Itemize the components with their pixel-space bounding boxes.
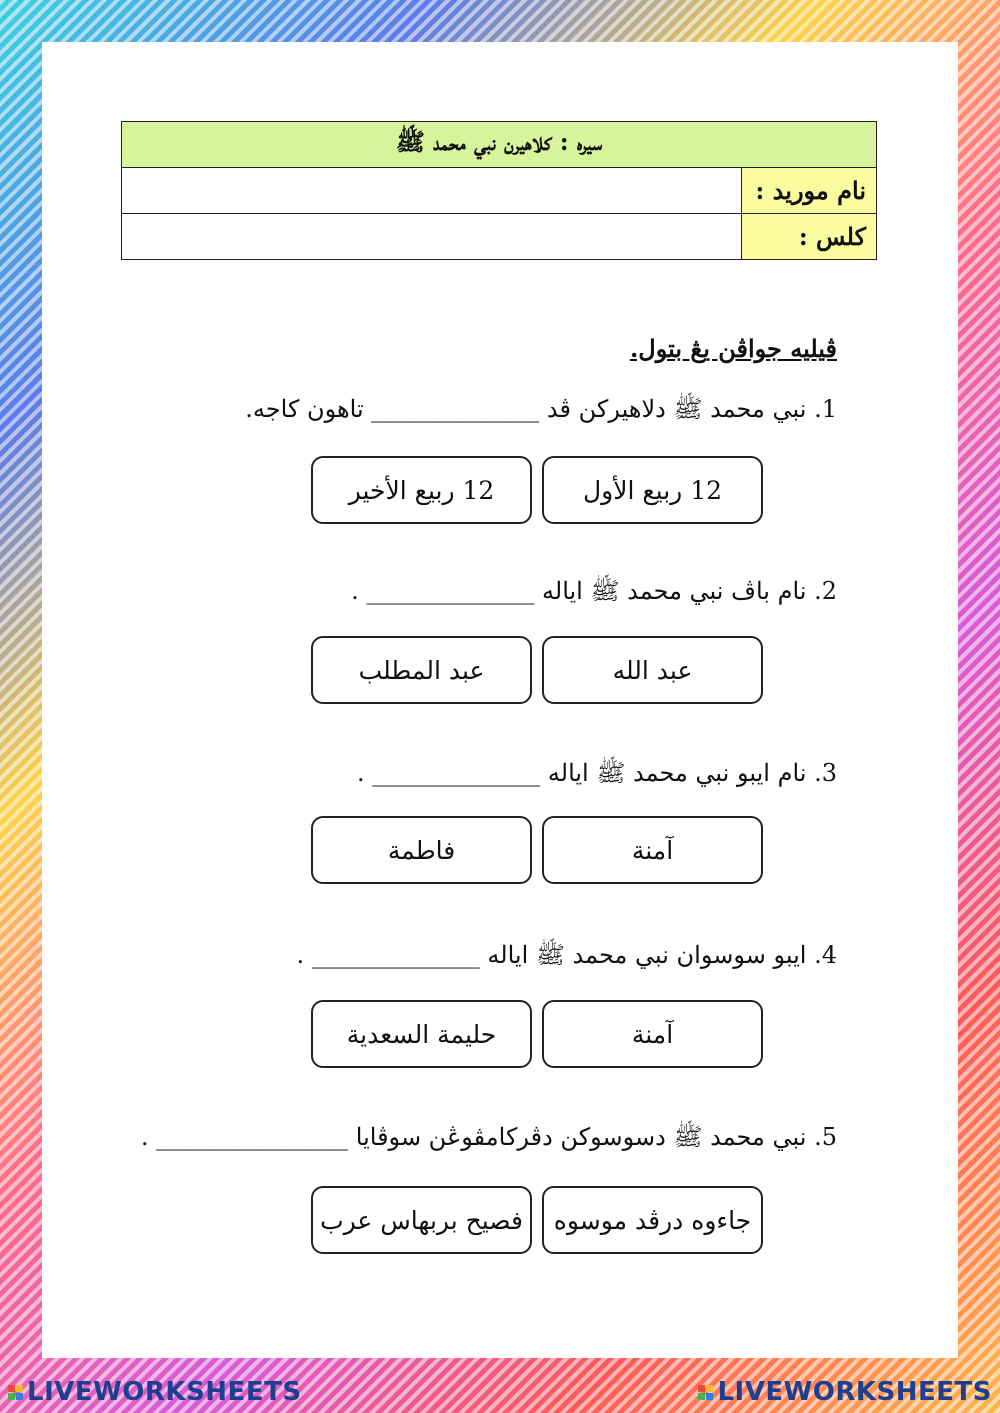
- q5-option-2[interactable]: فصيح بربهاس عرب: [311, 1186, 532, 1254]
- q2-option-2[interactable]: عبد المطلب: [311, 636, 532, 704]
- name-label: نام موريد :: [742, 168, 877, 214]
- footer-brand-right[interactable]: [698, 1377, 992, 1407]
- worksheet-title: سيره : كلاهيرن نبي محمد ﷺ: [122, 122, 877, 168]
- question-3: 3. نام ايبو نبي محمد ﷺ اياله ______________ .: [357, 759, 837, 787]
- name-field[interactable]: [122, 168, 742, 214]
- q4-option-2[interactable]: حليمة السعدية: [311, 1000, 532, 1068]
- footer-brand-right-text: LIVEWORKSHEETS: [717, 1377, 992, 1407]
- q3-option-1[interactable]: آمنة: [542, 816, 763, 884]
- question-2: 2. نام باڤ نبي محمد ﷺ اياله ______________ .: [351, 577, 837, 605]
- q2-option-1[interactable]: عبد الله: [542, 636, 763, 704]
- q4-option-1[interactable]: آمنة: [542, 1000, 763, 1068]
- class-label: كلس :: [742, 214, 877, 260]
- q3-option-2[interactable]: فاطمة: [311, 816, 532, 884]
- instruction-text: ڤيليه جواڤن يڠ بتول.: [629, 334, 837, 363]
- header-table: [121, 121, 877, 260]
- liveworksheets-logo-icon: [698, 1385, 713, 1400]
- worksheet-page: [42, 42, 958, 1358]
- q5-option-1[interactable]: جاءوه درڤد موسوه: [542, 1186, 763, 1254]
- footer-brand-left-text: LIVEWORKSHEETS: [27, 1377, 302, 1407]
- question-1: 1. نبي محمد ﷺ دلاهيركن ڤد ______________ تاهون كاجه.: [245, 395, 837, 423]
- q1-option-2[interactable]: 12 ربيع الأخير: [311, 456, 532, 524]
- q1-option-1[interactable]: 12 ربيع الأول: [542, 456, 763, 524]
- footer-brand-left[interactable]: [8, 1377, 302, 1407]
- class-field[interactable]: [122, 214, 742, 260]
- question-5: 5. نبي محمد ﷺ دسوسوكن دڤركامڤوڠن سوڤايا ________________ .: [140, 1123, 837, 1151]
- question-4: 4. ايبو سوسوان نبي محمد ﷺ اياله ______________ .: [296, 941, 837, 969]
- liveworksheets-logo-icon: [8, 1385, 23, 1400]
